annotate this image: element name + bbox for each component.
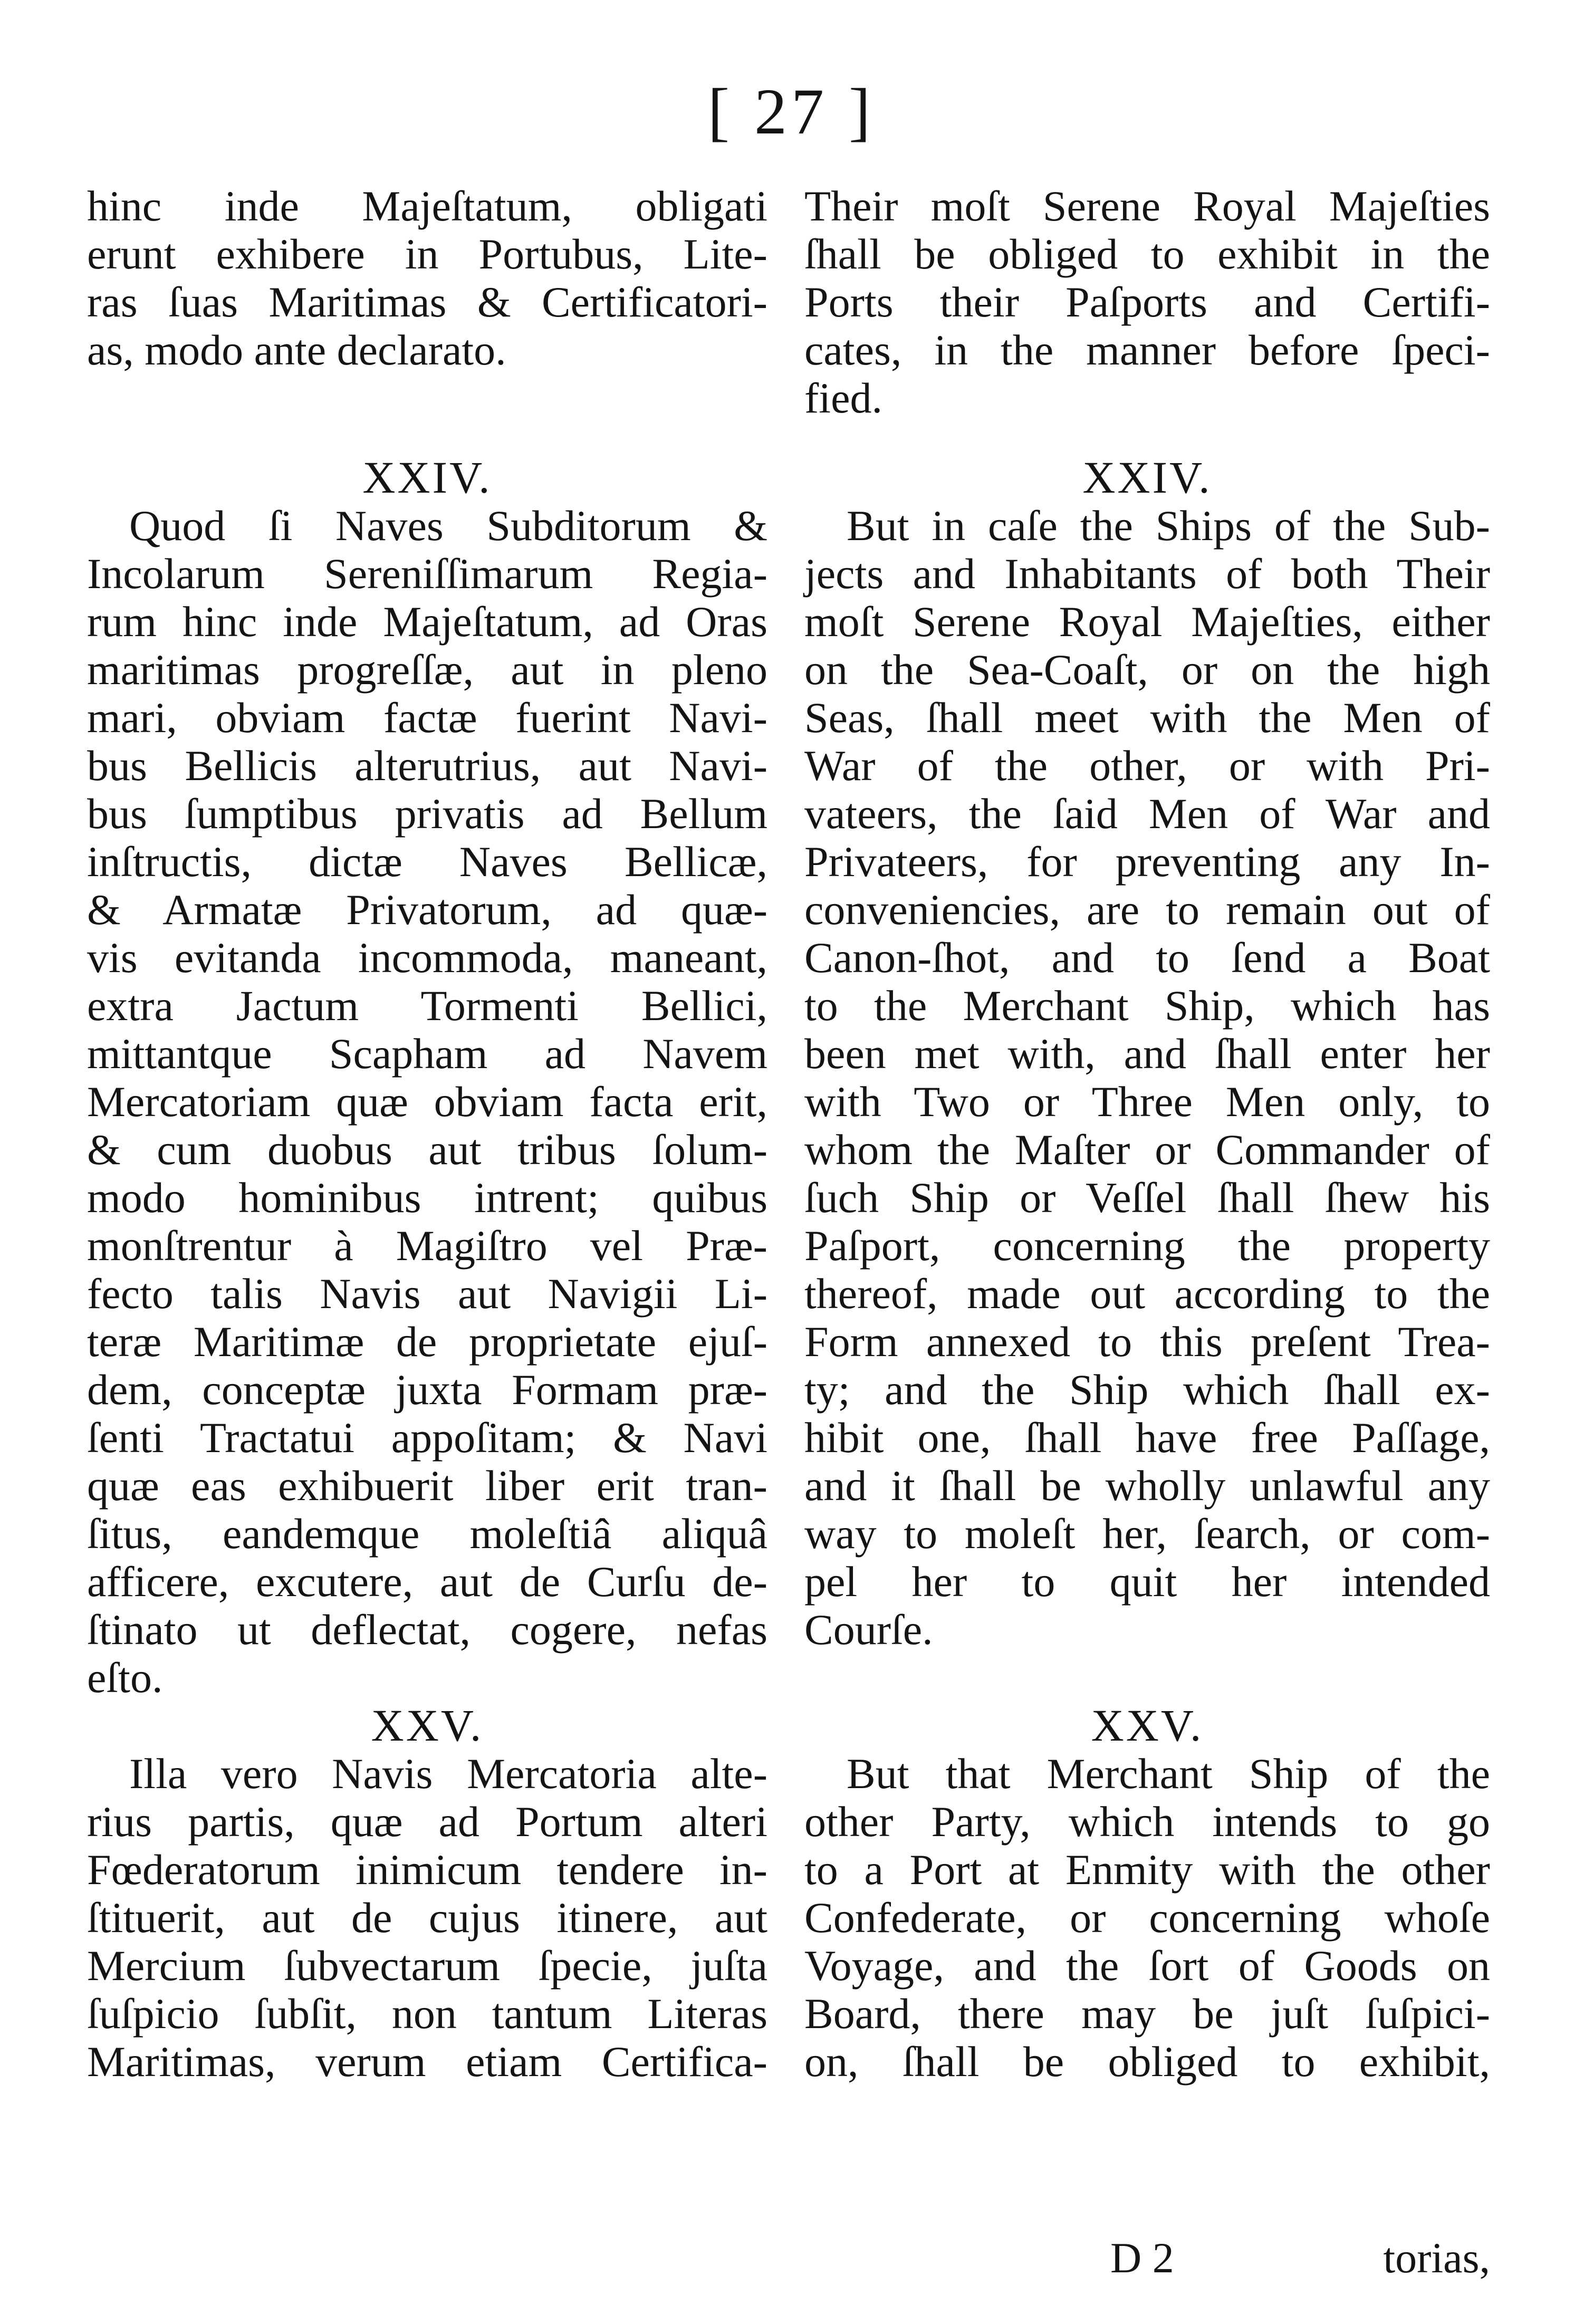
english-art24-line: ty; and the Ship which ſhall ex- (804, 1366, 1490, 1414)
latin-article-25 (87, 1750, 767, 2086)
latin-art24-line: & cum duobus aut tribus ſolum- (87, 1126, 767, 1174)
english-art24-line: way to moleſt her, ſearch, or com- (804, 1510, 1490, 1558)
english-art24-line: vateers, the ſaid Men of War and (804, 790, 1490, 838)
english-art24-line: Form annexed to this preſent Trea- (804, 1318, 1490, 1366)
latin-art24-line: maritimas progreſſæ, aut in pleno (87, 646, 767, 694)
english-intro-line: fied. (804, 374, 882, 422)
latin-art24-line: dem, conceptæ juxta Formam præ- (87, 1366, 767, 1414)
english-art25-line: to a Port at Enmity with the other (804, 1846, 1490, 1894)
english-art24-line: Privateers, for preventing any In- (804, 838, 1490, 886)
latin-column (87, 182, 767, 2086)
english-intro-line: cates, in the manner before ſpeci- (804, 326, 1490, 374)
latin-article-24 (87, 502, 767, 1702)
latin-art24-line: eſto. (87, 1654, 163, 1702)
latin-art25-line: Illa vero Navis Mercatoria alte- (129, 1750, 767, 1798)
latin-art24-line: teræ Maritimæ de proprietate ejuſ- (87, 1318, 767, 1366)
latin-art24-line: ſtinato ut deflectat, cogere, nefas (87, 1606, 767, 1654)
signature-mark: D 2 (1110, 2234, 1174, 2282)
english-art24-line: ſuch Ship or Veſſel ſhall ſhew his (804, 1174, 1490, 1222)
english-art25-line: other Party, which intends to go (804, 1798, 1490, 1846)
latin-art25-line: rius partis, quæ ad Portum alteri (87, 1798, 767, 1846)
latin-intro-line: ras ſuas Maritimas & Certificatori- (87, 278, 767, 326)
latin-art25-line: Fœderatorum inimicum tendere in- (87, 1846, 767, 1894)
english-art24-line: Canon-ſhot, and to ſend a Boat (804, 934, 1490, 982)
latin-art24-line: inſtructis, dictæ Naves Bellicæ, (87, 838, 767, 886)
english-art24-line: whom the Maſter or Commander of (804, 1126, 1490, 1174)
english-art24-line: with Two or Three Men only, to (804, 1078, 1490, 1126)
latin-art24-line: & Armatæ Privatorum, ad quæ- (87, 886, 767, 934)
latin-art24-line: ſitus, eandemque moleſtiâ aliquâ (87, 1510, 767, 1558)
latin-art25-line: ſtituerit, aut de cujus itinere, aut (87, 1894, 767, 1942)
latin-art25-line: Maritimas, verum etiam Certifica- (87, 2038, 767, 2086)
english-art24-line: jects and Inhabitants of both Their (804, 550, 1490, 598)
english-art24-line: moſt Serene Royal Majeſties, either (804, 598, 1490, 646)
catchword: torias, (1383, 2234, 1490, 2282)
english-art24-line: thereof, made out according to the (804, 1270, 1490, 1318)
english-art24-line: But in caſe the Ships of the Sub- (847, 502, 1490, 550)
english-article-24 (804, 502, 1490, 1654)
latin-intro-line: erunt exhibere in Portubus, Lite- (87, 230, 767, 278)
english-article-24-heading: XXIV. (1082, 452, 1212, 503)
english-intro-line: Ports their Paſports and Certifi- (804, 278, 1490, 326)
latin-article-24-heading: XXIV. (362, 452, 492, 503)
latin-intro (87, 182, 767, 374)
english-art24-line: conveniencies, are to remain out of (804, 886, 1490, 934)
english-art24-line: been met with, and ſhall enter her (804, 1030, 1490, 1078)
english-art24-line: and it ſhall be wholly unlawful any (804, 1462, 1490, 1510)
english-art25-line: Board, there may be juſt ſuſpici- (804, 1990, 1490, 2038)
latin-art25-line: ſuſpicio ſubſit, non tantum Literas (87, 1990, 767, 2038)
latin-art24-line: Quod ſi Naves Subditorum & (129, 502, 767, 550)
latin-art24-line: fecto talis Navis aut Navigii Li- (87, 1270, 767, 1318)
english-art24-line: War of the other, or with Pri- (804, 742, 1490, 790)
english-art24-line: Seas, ſhall meet with the Men of (804, 694, 1490, 742)
page-number: [ 27 ] (707, 75, 875, 148)
latin-art24-line: vis evitanda incommoda, maneant, (87, 934, 767, 982)
english-art24-line: Paſport, concerning the property (804, 1222, 1490, 1270)
latin-art24-line: Mercatoriam quæ obviam facta erit, (87, 1078, 767, 1126)
english-intro-line: Their moſt Serene Royal Majeſties (804, 182, 1490, 230)
english-intro (804, 182, 1490, 422)
english-article-25-heading: XXV. (1091, 1700, 1204, 1751)
latin-article-25-heading: XXV. (371, 1700, 484, 1751)
english-art24-line: Courſe. (804, 1606, 933, 1654)
english-art24-line: hibit one, ſhall have free Paſſage, (804, 1414, 1490, 1462)
latin-art24-line: bus ſumptibus privatis ad Bellum (87, 790, 767, 838)
latin-art24-line: modo hominibus intrent; quibus (87, 1174, 767, 1222)
latin-art24-line: monſtrentur à Magiſtro vel Præ- (87, 1222, 767, 1270)
english-article-25 (804, 1750, 1490, 2086)
latin-art25-line: Mercium ſubvectarum ſpecie, juſta (87, 1942, 767, 1990)
english-art25-line: Confederate, or concerning whoſe (804, 1894, 1490, 1942)
latin-art24-line: quæ eas exhibuerit liber erit tran- (87, 1462, 767, 1510)
english-art24-line: to the Merchant Ship, which has (804, 982, 1490, 1030)
latin-art24-line: afficere, excutere, aut de Curſu de- (87, 1558, 767, 1606)
latin-art24-line: rum hinc inde Majeſtatum, ad Oras (87, 598, 767, 646)
english-column (804, 182, 1490, 2086)
latin-art24-line: mari, obviam factæ fuerint Navi- (87, 694, 767, 742)
english-art25-line: Voyage, and the ſort of Goods on (804, 1942, 1490, 1990)
latin-intro-line: as, modo ante declarato. (87, 326, 506, 374)
latin-art24-line: bus Bellicis alterutrius, aut Navi- (87, 742, 767, 790)
latin-art24-line: Incolarum Sereniſſimarum Regia- (87, 550, 767, 598)
english-intro-line: ſhall be obliged to exhibit in the (804, 230, 1490, 278)
english-art25-line: But that Merchant Ship of the (847, 1750, 1490, 1798)
latin-art24-line: mittantque Scapham ad Navem (87, 1030, 767, 1078)
english-art24-line: on the Sea-Coaſt, or on the high (804, 646, 1490, 694)
latin-intro-line: hinc inde Majeſtatum, obligati (87, 182, 767, 230)
latin-art24-line: extra Jactum Tormenti Bellici, (87, 982, 767, 1030)
latin-art24-line: ſenti Tractatui appoſitam; & Navi (87, 1414, 767, 1462)
english-art25-line: on, ſhall be obliged to exhibit, (804, 2038, 1490, 2086)
english-art24-line: pel her to quit her intended (804, 1558, 1490, 1606)
